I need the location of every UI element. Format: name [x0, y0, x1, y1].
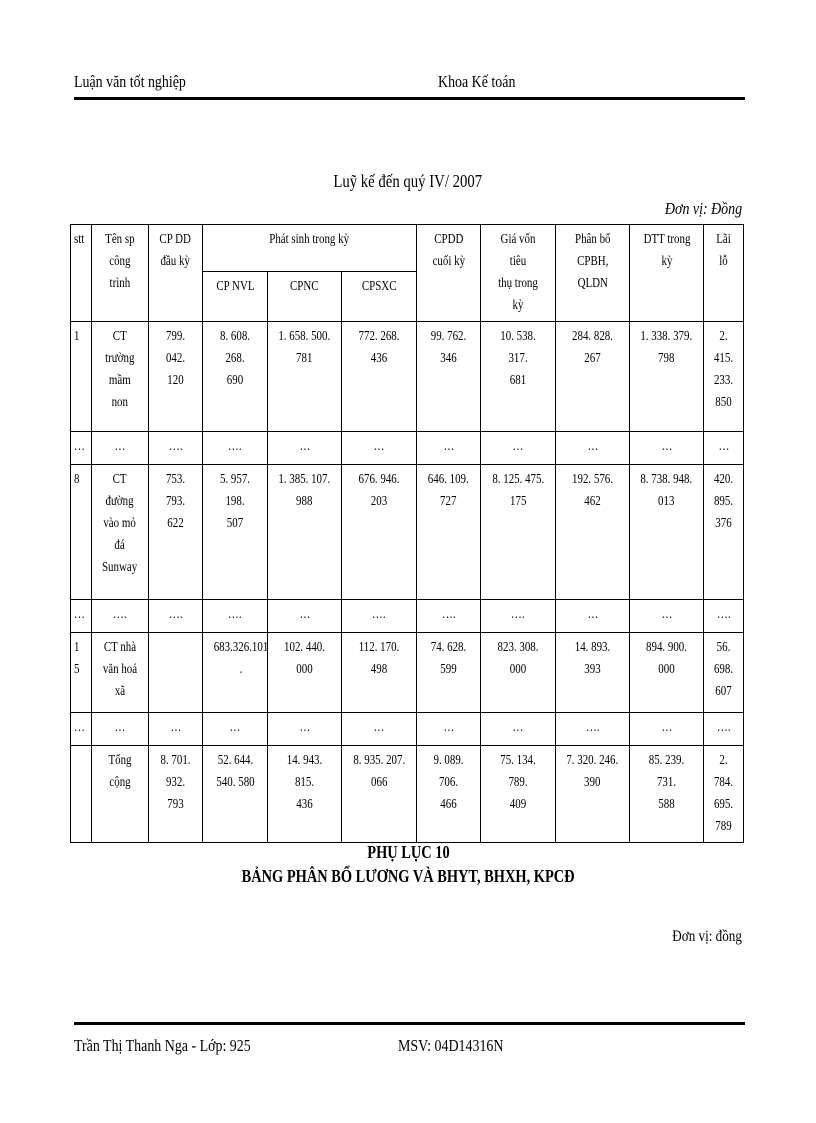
- cell-value: 85. 239. 731. 588: [630, 746, 704, 843]
- cell-value: 799. 042. 120: [149, 322, 203, 432]
- cell-value: 75. 134. 789. 409: [481, 746, 556, 843]
- cell-value: 420. 895. 376: [704, 465, 744, 600]
- table-title: Luỹ kế đến quý IV/ 2007: [333, 171, 483, 191]
- cell-value: 2. 415. 233. 850: [704, 322, 744, 432]
- header-phan-bo: Phân bổ CPBH, QLDN: [556, 225, 630, 322]
- cell-value: 753. 793. 622: [149, 465, 203, 600]
- table-row: [71, 322, 744, 432]
- cell-stt: [71, 746, 92, 843]
- cell-value: 99. 762. 346: [417, 322, 481, 432]
- cell-value: 102. 440. 000: [268, 633, 342, 713]
- cell-value: 772. 268. 436: [342, 322, 417, 432]
- cell-value: ….: [342, 600, 417, 633]
- header-dtt: DTT trong kỳ: [630, 225, 704, 322]
- cell-name: ….: [92, 600, 149, 633]
- cell-value: …: [417, 713, 481, 746]
- header-rule: [74, 97, 745, 100]
- cell-name: CT nhà văn hoá xã: [92, 633, 149, 713]
- cell-value: …: [203, 713, 268, 746]
- cell-value: …: [556, 600, 630, 633]
- cell-value: …: [481, 713, 556, 746]
- cell-value: 14. 943. 815. 436: [268, 746, 342, 843]
- header-lai-lo: Lãi lỗ: [704, 225, 744, 322]
- cell-value: 646. 109. 727: [417, 465, 481, 600]
- header-left: Luận văn tốt nghiệp: [74, 72, 186, 91]
- cell-value: …: [481, 432, 556, 465]
- cell-stt: …: [71, 600, 92, 633]
- cell-name: CT đường vào mỏ đá Sunway: [92, 465, 149, 600]
- cell-value: ….: [704, 713, 744, 746]
- cell-stt: 1: [71, 322, 92, 432]
- cost-table: [70, 224, 744, 843]
- table-row: [71, 633, 744, 713]
- footer-rule: [74, 1022, 745, 1025]
- cell-value: 5. 957. 198. 507: [203, 465, 268, 600]
- cell-value: 56. 698. 607: [704, 633, 744, 713]
- cell-value: 1. 385. 107. 988: [268, 465, 342, 600]
- cell-value: 823. 308. 000: [481, 633, 556, 713]
- table-row: [71, 465, 744, 600]
- cell-value: …: [556, 432, 630, 465]
- cell-value: …: [417, 432, 481, 465]
- footer-left: Trần Thị Thanh Nga - Lớp: 925: [74, 1036, 251, 1055]
- cell-name: CT trường mầm non: [92, 322, 149, 432]
- cell-value: 112. 170. 498: [342, 633, 417, 713]
- cell-value: 8. 738. 948. 013: [630, 465, 704, 600]
- appendix-title: [0, 840, 816, 888]
- cell-value: 1. 338. 379. 798: [630, 322, 704, 432]
- header-cpsxc: CPSXC: [342, 272, 417, 322]
- cell-value: 10. 538. 317. 681: [481, 322, 556, 432]
- cell-value: …: [630, 713, 704, 746]
- cell-stt: …: [71, 713, 92, 746]
- cell-value: …: [704, 432, 744, 465]
- cell-stt: 8: [71, 465, 92, 600]
- header-cpdd-end: CPDD cuối kỳ: [417, 225, 481, 322]
- cell-value: 683.326.101 .: [203, 633, 268, 713]
- unit-label-bottom: Đơn vị: đồng: [672, 928, 742, 945]
- cell-value: …: [268, 432, 342, 465]
- cell-value: 9. 089. 706. 466: [417, 746, 481, 843]
- table-row: [71, 713, 744, 746]
- cell-value: ….: [149, 432, 203, 465]
- cell-value: …: [149, 713, 203, 746]
- cell-name: Tổng cộng: [92, 746, 149, 843]
- cell-value: …: [268, 713, 342, 746]
- cell-value: 894. 900. 000: [630, 633, 704, 713]
- appendix-line2: BẢNG PHÂN BỔ LƯƠNG VÀ BHYT, BHXH, KPCĐ: [241, 866, 575, 886]
- header-cpnc: CPNC: [268, 272, 342, 322]
- cell-stt: …: [71, 432, 92, 465]
- cell-value: [149, 633, 203, 713]
- cell-value: ….: [203, 432, 268, 465]
- cell-value: ….: [481, 600, 556, 633]
- unit-label-top: Đơn vị: Đồng: [664, 199, 742, 218]
- table-row: [71, 600, 744, 633]
- cell-value: 74. 628. 599: [417, 633, 481, 713]
- cell-value: ….: [149, 600, 203, 633]
- header-right: Khoa Kế toán: [438, 72, 516, 91]
- cell-value: 2. 784. 695. 789: [704, 746, 744, 843]
- cell-value: …: [342, 432, 417, 465]
- table-row: [71, 746, 744, 843]
- header-name: Tên sp công trình: [92, 225, 149, 322]
- header-gia-von: Giá vốn tiêu thụ trong kỳ: [481, 225, 556, 322]
- cell-name: …: [92, 432, 149, 465]
- header-cpdd-start: CP DD đầu kỳ: [149, 225, 203, 322]
- cell-value: 676. 946. 203: [342, 465, 417, 600]
- cell-name: …: [92, 713, 149, 746]
- cell-value: 8. 125. 475. 175: [481, 465, 556, 600]
- header-phat-sinh: Phát sinh trong kỳ: [203, 225, 417, 272]
- cell-stt: 1 5: [71, 633, 92, 713]
- header-stt: stt: [71, 225, 92, 322]
- cell-value: ….: [417, 600, 481, 633]
- cell-value: 8. 935. 207. 066: [342, 746, 417, 843]
- cell-value: …: [268, 600, 342, 633]
- appendix-line1: PHỤ LỤC 10: [366, 842, 450, 862]
- cell-value: …: [630, 600, 704, 633]
- cell-value: 284. 828. 267: [556, 322, 630, 432]
- cell-value: 1. 658. 500. 781: [268, 322, 342, 432]
- cell-value: 52. 644. 540. 580: [203, 746, 268, 843]
- cell-value: ….: [556, 713, 630, 746]
- cell-value: …: [342, 713, 417, 746]
- footer-right: MSV: 04D14316N: [398, 1036, 504, 1055]
- cell-value: 8. 701. 932. 793: [149, 746, 203, 843]
- cell-value: 192. 576. 462: [556, 465, 630, 600]
- cell-value: ….: [704, 600, 744, 633]
- cell-value: …: [630, 432, 704, 465]
- table-row: [71, 432, 744, 465]
- cell-value: 8. 608. 268. 690: [203, 322, 268, 432]
- cell-value: ….: [203, 600, 268, 633]
- cell-value: 14. 893. 393: [556, 633, 630, 713]
- header-cpnvl: CP NVL: [203, 272, 268, 322]
- cell-value: 7. 320. 246. 390: [556, 746, 630, 843]
